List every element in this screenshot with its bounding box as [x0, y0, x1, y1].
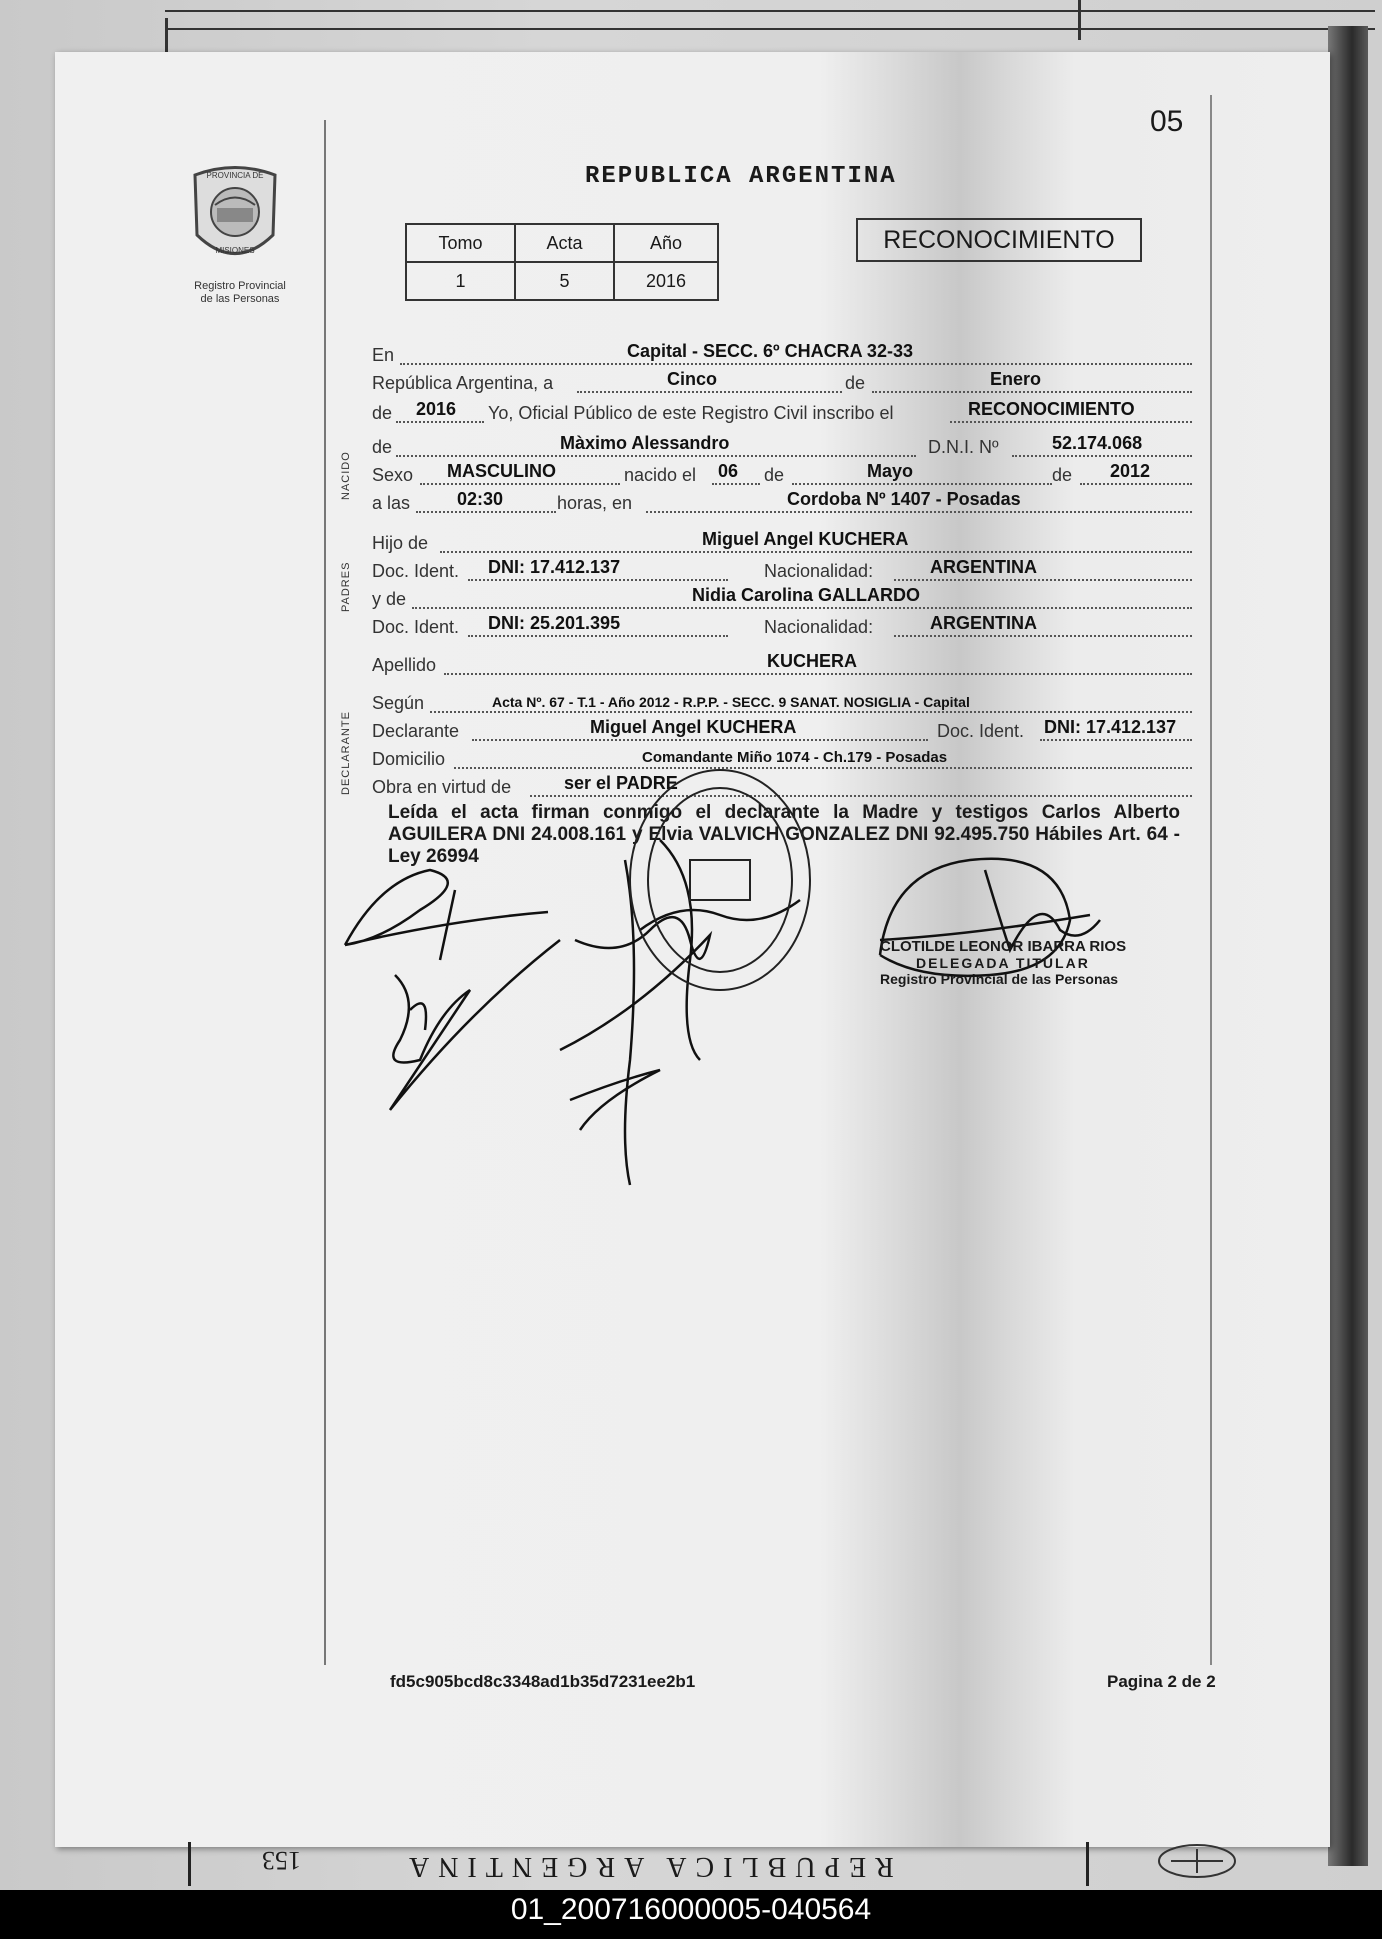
registry-value: 1 — [406, 262, 515, 300]
document-hash: fd5c905bcd8c3348ad1b35d7231ee2b1 — [390, 1672, 696, 1691]
field-label: de — [372, 403, 393, 423]
seal-label-line: Registro Provincial — [194, 280, 286, 292]
month-value: Enero — [990, 369, 1042, 389]
certificate-page — [55, 52, 1330, 1847]
registry-header: Año — [614, 224, 718, 262]
registrar-stamp — [880, 938, 1130, 987]
field-label: Doc. Ident. — [372, 617, 460, 637]
side-label-padres: PADRES — [340, 561, 352, 612]
dotted-line — [872, 391, 1192, 393]
dotted-line — [468, 635, 728, 637]
underlying-page-number: 153 — [262, 1846, 301, 1875]
place-value: Capital - SECC. 6º CHACRA 32-33 — [627, 341, 913, 361]
field-label: Obra en virtud de — [372, 777, 512, 797]
sex-value: MASCULINO — [447, 461, 556, 481]
field-label: En — [372, 345, 395, 365]
underlying-rule — [188, 1842, 191, 1886]
field-label: Según — [372, 693, 425, 713]
closing-statement: Leída el acta firman conmigo el declarante la Madre y testigos Carlos Alberto AGUILERA DNI 24.008.161 y Elvia VALVICH GONZALEZ DNI 92.495.750 Hábiles Art. 64 - Ley 26994 — [388, 802, 1180, 867]
dotted-line — [1080, 483, 1192, 485]
mother-name-value: Nidia Carolina GALLARDO — [692, 585, 921, 605]
registry-value: 5 — [515, 262, 614, 300]
reason-value: ser el PADRE — [564, 773, 678, 793]
field-label: Doc. Ident. — [372, 561, 460, 581]
registry-header: Tomo — [406, 224, 515, 262]
field-label: y de — [372, 589, 407, 609]
field-label: Apellido — [372, 655, 437, 675]
dotted-line — [396, 421, 484, 423]
name-value: Màximo Alessandro — [560, 433, 730, 453]
dotted-line — [950, 421, 1192, 423]
field-row-segun — [372, 688, 1194, 716]
field-label: Doc. Ident. — [937, 721, 1025, 741]
field-row-doc-father — [372, 556, 1194, 584]
field-label: de — [372, 437, 393, 457]
page-number: 05 — [1150, 105, 1184, 138]
registry-header: Acta — [515, 224, 614, 262]
registry-table — [405, 223, 719, 301]
field-label: Domicilio — [372, 749, 446, 769]
dotted-line — [454, 767, 1192, 769]
dotted-line — [894, 635, 1192, 637]
field-row-republica — [372, 368, 1194, 396]
seal-label-line: de las Personas — [200, 293, 280, 305]
dotted-line — [444, 673, 1192, 675]
mother-nationality-value: ARGENTINA — [930, 613, 1037, 633]
act-value: RECONOCIMIENTO — [968, 399, 1135, 419]
svg-text:PROVINCIA DE: PROVINCIA DE — [206, 171, 264, 180]
dotted-line — [577, 391, 842, 393]
registry-header-row — [406, 224, 718, 262]
dotted-line — [468, 579, 728, 581]
registrar-office: Registro Provincial de las Personas — [880, 971, 1119, 987]
field-row-hora — [372, 488, 1194, 516]
field-label: Declarante — [372, 721, 460, 741]
field-row-sexo — [372, 460, 1194, 488]
field-label: a las — [372, 493, 411, 513]
dotted-line — [472, 739, 928, 741]
dotted-line — [396, 455, 916, 457]
reference-value: Acta Nº. 67 - T.1 - Año 2012 - R.P.P. - SECC. 9 SANAT. NOSIGLIA - Capital — [492, 694, 970, 710]
dotted-line — [420, 483, 620, 485]
declarant-name-value: Miguel Angel KUCHERA — [590, 717, 797, 737]
field-row-anio — [372, 398, 1194, 426]
dotted-line — [430, 711, 1192, 713]
field-label: de — [845, 373, 866, 393]
side-label-nacido: NACIDO — [340, 451, 352, 500]
field-row-apellido — [372, 650, 1194, 678]
field-label: Hijo de — [372, 533, 429, 553]
father-name-value: Miguel Angel KUCHERA — [702, 529, 909, 549]
birth-place-value: Cordoba Nº 1407 - Posadas — [787, 489, 1021, 509]
father-nationality-value: ARGENTINA — [930, 557, 1037, 577]
father-dni-value: DNI: 17.412.137 — [488, 557, 621, 577]
page-frame-right — [1210, 95, 1212, 1665]
surname-value: KUCHERA — [767, 651, 857, 671]
registry-value-row — [406, 262, 718, 300]
field-label: Nacionalidad: — [764, 617, 874, 637]
provincial-seal-icon — [185, 160, 285, 275]
underlying-seal-icon — [1155, 1843, 1240, 1883]
field-row-obra — [372, 772, 1194, 800]
dotted-line — [400, 363, 1192, 365]
seal-label — [170, 280, 310, 306]
dni-value: 52.174.068 — [1052, 433, 1143, 453]
day-value: Cinco — [667, 369, 718, 389]
underlying-page-title: REPUBLICA ARGENTINA — [400, 1851, 894, 1882]
declarant-dni-value: DNI: 17.412.137 — [1044, 717, 1177, 737]
scan-file-id: 01_200716000005-040564 — [510, 1893, 872, 1926]
dotted-line — [416, 511, 556, 513]
page-title: REPUBLICA ARGENTINA — [585, 163, 897, 190]
svg-text:MISIONES: MISIONES — [215, 246, 255, 255]
pagination-label: Pagina 2 de 2 — [1107, 1672, 1216, 1691]
field-label: Yo, Oficial Público de este Registro Civil inscribo el — [488, 403, 894, 423]
dotted-line — [530, 795, 1192, 797]
field-row-doc-mother — [372, 612, 1194, 640]
underlying-rule — [1086, 1842, 1089, 1886]
birth-day-value: 06 — [718, 461, 739, 481]
field-label: de — [1052, 465, 1073, 485]
underlying-rule — [1078, 0, 1081, 40]
dotted-line — [646, 511, 1192, 513]
field-label: República Argentina, a — [372, 373, 554, 393]
dotted-line — [412, 607, 1192, 609]
dotted-line — [792, 483, 1052, 485]
time-value: 02:30 — [457, 489, 504, 509]
mother-dni-value: DNI: 25.201.395 — [488, 613, 621, 633]
field-label: nacido el — [624, 465, 697, 485]
field-label: de — [764, 465, 785, 485]
birth-year-value: 2012 — [1110, 461, 1151, 481]
field-row-hijo — [372, 528, 1194, 556]
birth-month-value: Mayo — [867, 461, 914, 481]
year-value: 2016 — [416, 399, 457, 419]
dotted-line — [1012, 455, 1192, 457]
field-row-domicilio — [372, 744, 1194, 772]
page-frame-left — [324, 120, 326, 1665]
dotted-line — [712, 483, 760, 485]
field-row-en — [372, 340, 1194, 368]
field-label: horas, en — [557, 493, 633, 513]
dotted-line — [1040, 739, 1192, 741]
scan-shadow — [1328, 26, 1368, 1866]
dotted-line — [894, 579, 1192, 581]
field-label: Nacionalidad: — [764, 561, 874, 581]
underlying-rule — [165, 10, 1375, 12]
registrar-name: CLOTILDE LEONOR IBARRA RIOS — [880, 938, 1127, 955]
field-row-ydе — [372, 584, 1194, 612]
field-row-declarante — [372, 716, 1194, 744]
registry-value: 2016 — [614, 262, 718, 300]
field-row-nombre — [372, 432, 1194, 460]
side-label-declarante: DECLARANTE — [340, 711, 352, 795]
field-label: D.N.I. Nº — [928, 437, 999, 457]
registrar-role: DELEGADA TITULAR — [916, 955, 1090, 971]
document-type-box: RECONOCIMIENTO — [856, 218, 1142, 262]
dotted-line — [440, 551, 1192, 553]
underlying-rule — [165, 28, 1375, 30]
field-label: Sexo — [372, 465, 414, 485]
address-value: Comandante Miño 1074 - Ch.179 - Posadas — [642, 749, 948, 766]
